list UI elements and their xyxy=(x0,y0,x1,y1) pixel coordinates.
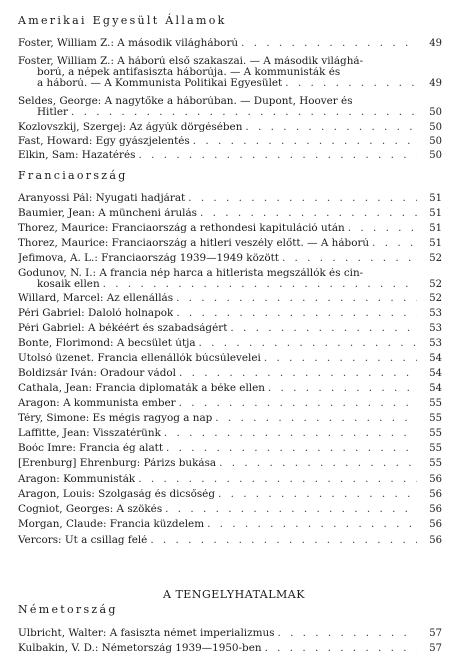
entry-text: Laffitte, Jean: Visszatérünk xyxy=(18,428,161,439)
entry-line xyxy=(18,308,442,319)
toc-entry xyxy=(18,238,442,249)
page-number: 55 xyxy=(429,413,442,424)
entry-text: Téry, Simone: És mégis ragyog a nap xyxy=(18,413,213,424)
page-number: 56 xyxy=(429,519,442,530)
toc-entry xyxy=(18,383,442,394)
entry-line xyxy=(18,193,442,204)
toc-entry xyxy=(18,428,442,439)
dot-leader xyxy=(230,323,417,334)
dot-leader xyxy=(179,398,417,409)
entry-text: Fast, Howard: Egy gyászjelentés xyxy=(18,136,190,147)
entry-text: [Erenburg] Ehrenburg: Párizs bukása xyxy=(18,458,217,469)
entry-line xyxy=(18,150,442,161)
dot-leader xyxy=(188,193,417,204)
dot-leader xyxy=(245,122,417,133)
dot-leader xyxy=(200,208,417,219)
page-number: 49 xyxy=(429,78,442,89)
entry-text: ború, a népek antifasiszta háborúja. — A kommunisták és xyxy=(37,67,341,78)
entry-text: Aragon: Kommunisták xyxy=(18,474,136,485)
entry-line xyxy=(18,38,442,49)
toc-entry xyxy=(18,323,442,334)
dot-leader xyxy=(264,353,417,364)
entry-line xyxy=(18,268,442,279)
toc-entry xyxy=(18,308,442,319)
toc-entry xyxy=(18,519,442,530)
page-number: 51 xyxy=(429,208,442,219)
page-number: 50 xyxy=(429,122,442,133)
dot-leader xyxy=(179,368,417,379)
toc-entry xyxy=(18,474,442,485)
entry-line xyxy=(18,628,442,639)
page-number: 50 xyxy=(429,107,442,118)
entry-line xyxy=(18,293,442,304)
entry-text: Seldes, George: A nagytőke a háborúban. — Dupont, Hoover és xyxy=(18,96,353,107)
entry-line xyxy=(18,96,442,107)
entry-line xyxy=(18,643,442,654)
toc-entry xyxy=(18,122,442,133)
toc-entry xyxy=(18,193,442,204)
entry-text: Willard, Marcel: Az ellenállás xyxy=(18,293,174,304)
dot-leader xyxy=(138,474,417,485)
entry-text: Foster, William Z.: A háború első szakaszai. — A második világhá- xyxy=(18,56,364,67)
entry-text: Vercors: Út a csillag felé xyxy=(18,535,148,546)
page-number: 52 xyxy=(429,253,442,264)
page-number: 50 xyxy=(429,136,442,147)
page-number: 51 xyxy=(429,223,442,234)
page-number: 51 xyxy=(429,193,442,204)
page-number: 49 xyxy=(429,38,442,49)
toc-entry xyxy=(18,535,442,546)
page-number: 55 xyxy=(429,398,442,409)
toc-entry xyxy=(18,96,442,118)
toc-entry xyxy=(18,458,442,469)
dot-leader xyxy=(241,38,417,49)
entry-text: Péri Gabriel: Daloló holnapok xyxy=(18,308,174,319)
page-number: 54 xyxy=(429,368,442,379)
section-title: Amerikai Egyesült Államok xyxy=(18,14,227,27)
page-number: 53 xyxy=(429,338,442,349)
entry-text: Cogniot, Georges: A szökés xyxy=(18,504,163,515)
entry-text: Elkin, Sam: Hazatérés xyxy=(18,150,136,161)
toc-entry xyxy=(18,56,442,89)
toc-entry xyxy=(18,38,442,49)
toc-entry xyxy=(18,293,442,304)
dot-leader xyxy=(166,443,417,454)
dot-leader xyxy=(103,279,417,290)
part-heading: A TENGELYHATALMAK xyxy=(163,588,305,601)
dot-leader xyxy=(150,535,417,546)
toc-entry xyxy=(18,268,442,290)
entry-line xyxy=(18,413,442,424)
entry-text: kosaik ellen xyxy=(37,279,100,290)
entry-line xyxy=(18,223,442,234)
toc-entry xyxy=(18,628,442,639)
entry-text: Hitler xyxy=(37,107,68,118)
dot-leader xyxy=(71,107,417,118)
entry-line xyxy=(18,323,442,334)
dot-leader xyxy=(277,628,417,639)
entry-line xyxy=(18,368,442,379)
entry-text: Cathala, Jean: Francia diplomaták a béke ellen xyxy=(18,383,265,394)
dot-leader xyxy=(218,489,417,500)
dot-leader xyxy=(176,293,417,304)
entry-text: Morgan, Claude: Francia küzdelem xyxy=(18,519,205,530)
dot-leader xyxy=(193,136,417,147)
section-title: Franciaország xyxy=(18,169,128,182)
page-number: 57 xyxy=(429,628,442,639)
dot-leader xyxy=(282,253,417,264)
toc-entry xyxy=(18,443,442,454)
entry-line xyxy=(18,504,442,515)
entry-line xyxy=(18,67,442,78)
entry-line xyxy=(18,398,442,409)
page-number: 53 xyxy=(429,323,442,334)
entry-line xyxy=(18,122,442,133)
page-number: 55 xyxy=(429,458,442,469)
dot-leader xyxy=(268,383,417,394)
entry-line xyxy=(18,383,442,394)
entry-text: Jefimova, A. L.: Franciaország 1939—1949 között xyxy=(18,253,279,264)
dot-leader xyxy=(164,428,417,439)
page-number: 52 xyxy=(429,293,442,304)
entry-text: Aragon: A kommunista ember xyxy=(18,398,176,409)
entry-line xyxy=(18,474,442,485)
toc-entry xyxy=(18,413,442,424)
entry-line xyxy=(18,78,442,89)
entry-text: Péri Gabriel: A békéért és szabadságért xyxy=(18,323,228,334)
entry-text: Boóc Imre: Francia ég alatt xyxy=(18,443,164,454)
toc-entry xyxy=(18,338,442,349)
entry-text: Baumier, Jean: A müncheni árulás xyxy=(18,208,198,219)
dot-leader xyxy=(285,78,417,89)
toc-entry xyxy=(18,223,442,234)
toc-entry xyxy=(18,504,442,515)
entry-line xyxy=(18,489,442,500)
page-number: 51 xyxy=(429,238,442,249)
entry-text: Bonte, Florimond: A becsület útja xyxy=(18,338,196,349)
page-number: 54 xyxy=(429,383,442,394)
dot-leader xyxy=(139,150,418,161)
dot-leader xyxy=(215,413,417,424)
toc-entry xyxy=(18,368,442,379)
entry-line xyxy=(18,279,442,290)
page-number: 56 xyxy=(429,535,442,546)
page-number: 52 xyxy=(429,279,442,290)
entry-text: Utolsó üzenet. Francia ellenállók búcsúlevelei xyxy=(18,353,261,364)
dot-leader xyxy=(348,223,417,234)
toc-entry xyxy=(18,208,442,219)
dot-leader xyxy=(199,338,417,349)
entry-text: Thorez, Maurice: Franciaország a rethondesi kapituláció után xyxy=(18,223,345,234)
entry-line xyxy=(18,253,442,264)
entry-text: Godunov, N. I.: A francia nép harca a hitleristа megszállók és cin- xyxy=(18,268,364,279)
page-number: 56 xyxy=(429,489,442,500)
entry-text: Kulbakin, V. D.: Németország 1939—1950-ben xyxy=(18,643,262,654)
page-number: 53 xyxy=(429,308,442,319)
dot-leader xyxy=(165,504,417,515)
entry-line xyxy=(18,428,442,439)
entry-text: a háború. — A Kommunista Politikai Egyesület xyxy=(37,78,283,89)
dot-leader xyxy=(219,458,417,469)
entry-line xyxy=(18,136,442,147)
entry-line xyxy=(18,353,442,364)
entry-text: Boldizsár Iván: Oradour vádol xyxy=(18,368,176,379)
entry-line xyxy=(18,443,442,454)
entry-line xyxy=(18,519,442,530)
entry-line xyxy=(18,107,442,118)
page-number: 55 xyxy=(429,443,442,454)
page-number: 56 xyxy=(429,474,442,485)
entry-line xyxy=(18,238,442,249)
page-number: 54 xyxy=(429,353,442,364)
toc-entry xyxy=(18,643,442,654)
page-number: 50 xyxy=(429,150,442,161)
dot-leader xyxy=(372,238,417,249)
entry-text: Ulbricht, Walter: A fasiszta német imperializmus xyxy=(18,628,275,639)
toc-entry xyxy=(18,136,442,147)
toc-entry xyxy=(18,489,442,500)
page-number: 55 xyxy=(429,428,442,439)
dot-leader xyxy=(207,519,417,530)
entry-text: Aranyossi Pál: Nyugati hadjárat xyxy=(18,193,186,204)
entry-line xyxy=(18,208,442,219)
entry-line xyxy=(18,458,442,469)
dot-leader xyxy=(176,308,417,319)
entry-line xyxy=(18,535,442,546)
toc-entry xyxy=(18,398,442,409)
section-title: Németország xyxy=(18,603,118,616)
toc-entry xyxy=(18,353,442,364)
entry-text: Kozlovszkij, Szergej: Az ágyúk dörgésében xyxy=(18,122,243,133)
toc-entry xyxy=(18,150,442,161)
entry-line xyxy=(18,56,442,67)
entry-line xyxy=(18,338,442,349)
dot-leader xyxy=(265,643,417,654)
page-number: 57 xyxy=(429,643,442,654)
page-number: 56 xyxy=(429,504,442,515)
entry-text: Thorez, Maurice: Franciaország a hitleri veszély előtt. — A háború xyxy=(18,238,370,249)
entry-text: Aragon, Louis: Szolgaság és dicsőség xyxy=(18,489,215,500)
entry-text: Foster, William Z.: A második világháború xyxy=(18,38,239,49)
toc-entry xyxy=(18,253,442,264)
